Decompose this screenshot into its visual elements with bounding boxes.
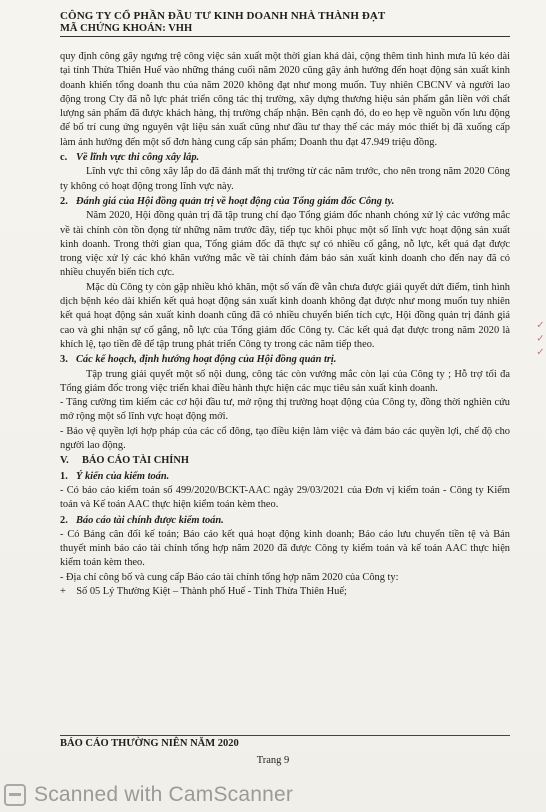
scanner-watermark bbox=[0, 778, 546, 812]
bullet-item: - Tăng cường tìm kiếm các cơ hội đầu tư, mở rộng thị trường hoạt động của Công ty, đồng thời nghiên cứu mở rộng một số lĩnh vực hoạt động mới. bbox=[60, 397, 510, 423]
subsection-heading bbox=[60, 195, 510, 209]
footer-report-title: BÁO CÁO THƯỜNG NIÊN NĂM 2020 bbox=[60, 738, 239, 749]
subsection-heading bbox=[60, 353, 510, 367]
subsection-heading bbox=[60, 514, 510, 528]
section-heading bbox=[60, 454, 510, 468]
paragraph: - Địa chỉ công bố và cung cấp Báo cáo tài chính tổng hợp năm 2020 của Công ty: bbox=[60, 571, 399, 583]
paragraph: Lĩnh vực thi công xây lắp do đã đánh mất thị trường từ các năm trước, cho nên trong năm 2020 Công ty không có hoạt động trong lĩnh vực này. bbox=[60, 166, 510, 192]
heading-number: 2. bbox=[60, 195, 68, 207]
heading-text: Đánh giá của Hội đồng quản trị về hoạt động của Tổng giám đốc Công ty. bbox=[76, 195, 395, 207]
heading-text: BÁO CÁO TÀI CHÍNH bbox=[82, 455, 189, 467]
heading-number: 3. bbox=[60, 354, 68, 366]
stock-code: MÃ CHỨNG KHOÁN: VHH bbox=[60, 23, 193, 34]
watermark-text: Scanned with CamScanner bbox=[34, 783, 294, 806]
handwritten-margin-mark: ✓ ✓ ✓ bbox=[535, 320, 546, 358]
heading-text: Ý kiến của kiểm toán. bbox=[76, 470, 170, 482]
heading-number: 1. bbox=[60, 470, 68, 482]
heading-text: Báo cáo tài chính được kiểm toán. bbox=[76, 514, 224, 526]
heading-number: c. bbox=[60, 152, 68, 164]
paragraph: - Có Bảng cân đối kế toán; Báo cáo kết quả hoạt động kinh doanh; Báo cáo lưu chuyển tiền tệ và Bản thuyết minh báo cáo tài chính tổng hợp năm 2020 đã được Công ty kiểm toán và kế toán AAC thực hiện kiểm toán kèm theo. bbox=[60, 528, 510, 569]
paragraph: Mặc dù Công ty còn gặp nhiều khó khăn, một số vấn đề vẫn chưa được giải quyết dứt điểm, tình hình dịch bệnh kéo dài khiến kết quả hoạt động sản xuất kinh doanh không đạt được như mong muốn tuy nhiên kết quả hoạt động sản xuất kinh doanh cũng đã có nhiều chuyển biến tích cực, Hội đồng quản trị đánh giá cao và ghi nhận sự cố gắng, nỗ lực của Tổng giám đốc Công ty. Các kết quả đạt được trong năm 2020 là khích lệ, tạo tiền đề để tập trung phát triển Công ty trong các năm tiếp theo. bbox=[60, 281, 510, 350]
address-line: + Số 05 Lý Thường Kiệt – Thành phố Huế - Tỉnh Thừa Thiên Huế; bbox=[60, 585, 347, 597]
company-name: CÔNG TY CỔ PHẦN ĐẦU TƯ KINH DOANH NHÀ THÀNH ĐẠT bbox=[60, 10, 386, 22]
page-header bbox=[60, 10, 510, 37]
page-number: Trang 9 bbox=[256, 755, 290, 766]
paragraph: Năm 2020, Hội đồng quản trị đã tập trung chỉ đạo Tổng giám đốc nhanh chóng xử lý các vướng mắc về tài chính còn tồn đọng từ những năm trước đây, tiếp tục khôi phục một số lĩnh vực hoạt động sản xuất kinh doanh. Trong thời gian qua, Tổng giám đốc đã thực sự có nhiều cố gắng, nỗ lực, kết quả đạt được trong việc xử lý các khó khăn vướng mắc về tài chính đảm bảo sản xuất kinh doanh cho đến nay đã có nhiều chuyển biến tích cực. bbox=[60, 210, 510, 279]
heading-text: Các kế hoạch, định hướng hoạt động của Hội đồng quản trị. bbox=[76, 354, 337, 366]
heading-text: Về lĩnh vực thi công xây lắp. bbox=[76, 152, 200, 164]
paragraph: quy định công gây ngưng trệ công việc sản xuất một thời gian khá dài, cộng thêm tình hình mưa lũ kéo dài tại tỉnh Thừa Thiên Huế vào những tháng cuối năm 2020 cũng gây ảnh hưởng đến hoạt động sản xuất kinh doanh khiến tổng doanh thu của năm 2020 không đạt như mong muốn. Tuy nhiên CBCNV và người lao động trong Cty đã nỗ lực phát triển công tác thị trường, xây dựng thương hiệu sản phẩm gắn liền với chất lượng sản phẩm đã được khách hàng, thị trường chấp nhận. Bên cạnh đó, do eo hẹp về nguồn vốn lưu động để bố trí cung ứng nguyên vật liệu sản xuất cũng như đầu tư thay thế các máy móc thiết bị đã xuống cấp làm ảnh hưởng đến một số đơn hàng cung cấp sản phẩm; Doanh thu đạt 47.949 triệu đồng. bbox=[60, 51, 510, 148]
bullet-item: - Bảo vệ quyền lợi hợp pháp của các cổ đông, tạo điều kiện làm việc và đảm bảo các quyền lợi, chế độ cho người lao động. bbox=[60, 425, 510, 452]
subsection-heading bbox=[60, 470, 510, 484]
paragraph: - Có báo cáo kiểm toán số 499/2020/BCKT-AAC ngày 29/03/2021 của Đơn vị kiểm toán - Công ty Kiểm toán và Kế toán AAC thực hiện kiểm toán kèm theo. bbox=[60, 484, 510, 511]
paragraph: Tập trung giải quyết một số nội dung, công tác còn vướng mắc còn lại của Công ty ; Hỗ trợ tối đa Tổng giám đốc trong việc triển khai điều hành thực hiện các mục tiêu sản xuất kinh doanh. bbox=[60, 368, 510, 394]
page-footer bbox=[60, 735, 510, 749]
heading-number: V. bbox=[60, 455, 69, 467]
subsection-heading bbox=[60, 151, 510, 165]
document-body bbox=[60, 50, 510, 599]
heading-number: 2. bbox=[60, 514, 68, 526]
camscanner-logo-icon bbox=[4, 784, 26, 806]
